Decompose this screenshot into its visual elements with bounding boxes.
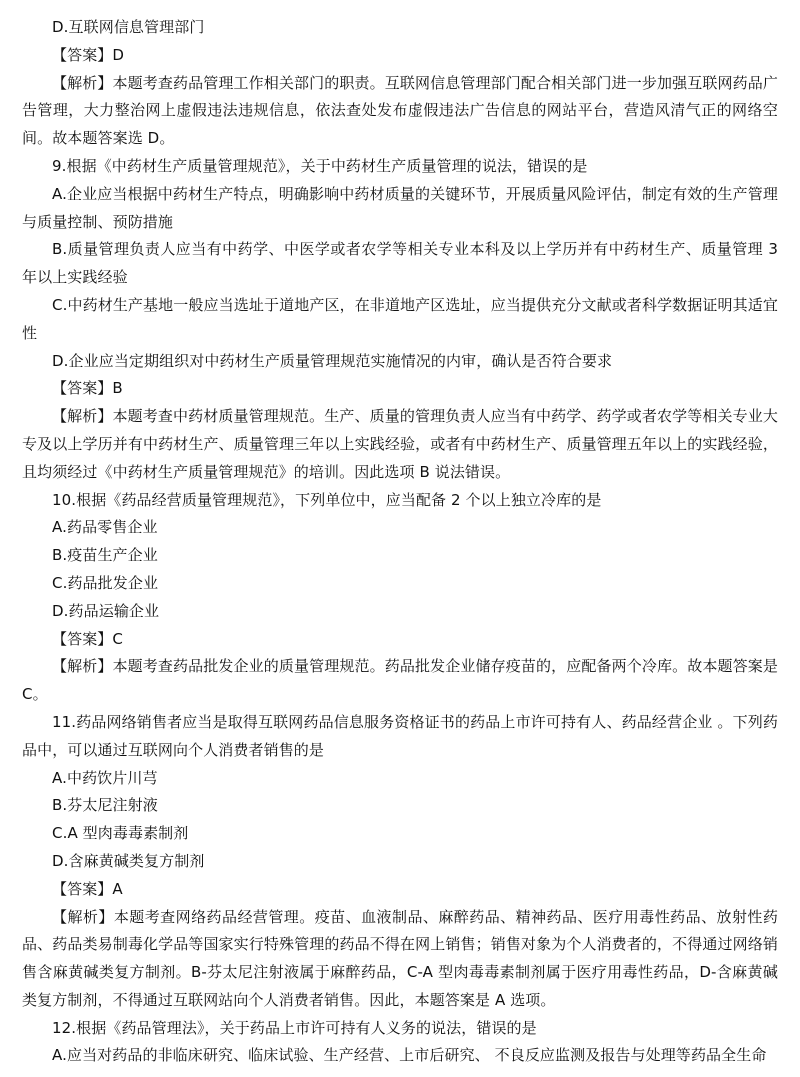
option-text: C.中药材生产基地一般应当选址于道地产区，在非道地产区选址，应当提供充分文献或者科学数据证明其适宜性 bbox=[22, 295, 778, 342]
analysis-text: 【解析】本题考查药品批发企业的质量管理规范。药品批发企业储存疫苗的，应配备两个冷库。故本题答案是 C。 bbox=[22, 657, 778, 704]
question-10: 10.根据《药品经营质量管理规范》，下列单位中，应当配备 2 个以上独立冷库的是 bbox=[52, 490, 602, 509]
option-text: B.质量管理负责人应当有中药学、中医学或者农学等相关专业本科及以上学历并有中药材生产、质量管理 3 年以上实践经验 bbox=[22, 240, 778, 287]
option-text: D.药品运输企业 bbox=[52, 601, 160, 620]
option-text: C.A 型肉毒毒素制剂 bbox=[52, 824, 189, 843]
answer-label: 【答案】B bbox=[52, 379, 123, 398]
answer-label: 【答案】A bbox=[52, 879, 123, 898]
option-text: A.药品零售企业 bbox=[52, 518, 158, 537]
question-12: 12.根据《药品管理法》，关于药品上市许可持有人义务的说法，错误的是 bbox=[52, 1018, 537, 1037]
answer-label: 【答案】C bbox=[52, 629, 123, 648]
question-9: 9.根据《中药材生产质量管理规范》，关于中药材生产质量管理的说法，错误的是 bbox=[52, 156, 588, 175]
option-text: B.疫苗生产企业 bbox=[52, 546, 158, 565]
analysis-text: 【解析】本题考查中药材质量管理规范。生产、质量的管理负责人应当有中药学、药学或者农学等相关专业大专及以上学历并有中药材生产、质量管理三年以上实践经验，或者有中药材生产、质量管理五年以上的实践经验，且均须经过《中药材生产质量管理规范》的培训。因此选项 B 说法错误。 bbox=[22, 407, 778, 481]
option-text: D.企业应当定期组织对中药材生产质量管理规范实施情况的内审，确认是否符合要求 bbox=[52, 351, 613, 370]
option-text: A.企业应当根据中药材生产特点，明确影响中药材质量的关键环节，开展质量风险评估，制定有效的生产管理与质量控制、预防措施 bbox=[22, 184, 778, 231]
option-text: D.含麻黄碱类复方制剂 bbox=[52, 851, 205, 870]
option-text: B.芬太尼注射液 bbox=[52, 796, 158, 815]
option-text: D.互联网信息管理部门 bbox=[52, 18, 205, 36]
option-text: A.应当对药品的非临床研究、临床试验、生产经营、上市后研究、 不良反应监测及报告与处理等药品全生命 bbox=[52, 1046, 767, 1065]
analysis-text: 【解析】本题考查药品管理工作相关部门的职责。互联网信息管理部门配合相关部门进一步加强互联网药品广告管理，大力整治网上虚假违法违规信息，依法查处发布虚假违法广告信息的网站平台，营造风清气正的网络空间。故本题答案选 D。 bbox=[22, 73, 778, 148]
analysis-text: 【解析】本题考查网络药品经营管理。疫苗、血液制品、麻醉药品、精神药品、医疗用毒性药品、放射性药品、药品类易制毒化学品等国家实行特殊管理的药品不得在网上销售；销售对象为个人消费者的，不得通过网络销售含麻黄碱类复方制剂。B-芬太尼注射液属于麻醉药品，C-A 型肉毒毒素制剂属于医疗用毒性药品，D-含麻黄碱类复方制剂，不得通过互联网站向个人消费者销售。因此，本题答案是 A 选项。 bbox=[22, 907, 778, 1009]
option-text: A.中药饮片川芎 bbox=[52, 768, 158, 787]
question-11: 11.药品网络销售者应当是取得互联网药品信息服务资格证书的药品上市许可持有人、药品经营企业 。下列药品中，可以通过互联网向个人消费者销售的是 bbox=[22, 712, 778, 759]
option-text: C.药品批发企业 bbox=[52, 573, 159, 592]
answer-label: 【答案】D bbox=[52, 45, 125, 64]
